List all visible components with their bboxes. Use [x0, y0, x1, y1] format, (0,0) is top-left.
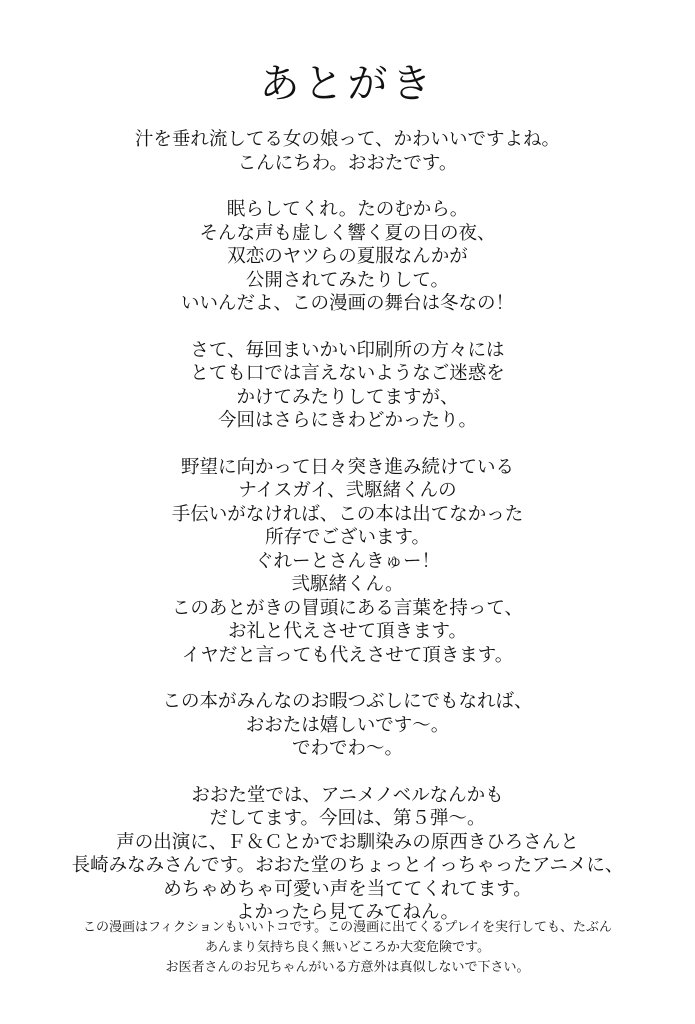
disclaimer-line: あんまり気持ち良く無いどころか大変危険です。 [205, 940, 490, 955]
text-line: おおた堂では、アニメノベルなんかも [191, 784, 504, 806]
text-line: さて、毎回まいかい印刷所の方々には [190, 339, 505, 361]
text-line: 双恋のヤツらの夏服なんかが [227, 246, 468, 267]
text-line: おおたは嬉しいです～。 [245, 714, 450, 736]
text-line: 長崎みなみさんです。おおた堂のちょっとイっちゃったアニメに、 [71, 855, 624, 876]
text-line: 手伝いがなければ、この本は出てなかった [171, 503, 524, 525]
text-line: かけてみたりしてますが、 [236, 386, 459, 408]
fiction-disclaimer [0, 918, 695, 978]
text-line: そんな声も虚しく響く夏の日の夜、 [199, 222, 496, 244]
paragraph-sleepless [0, 198, 695, 316]
text-line: この本がみんなのお暇つぶしにでもなれば、 [162, 691, 533, 712]
page-title: あとがき [259, 61, 436, 107]
paragraph-farewell [0, 690, 695, 761]
text-line: 弐駆緒くん。 [291, 574, 404, 595]
text-line: 眠らしてくれ。たのむから。 [226, 199, 469, 220]
text-line: このあとがきの冒頭にある言葉を持って、 [171, 597, 524, 619]
text-line: 汁を垂れ流してる女の娘って、かわいいですよね。 [134, 129, 561, 150]
disclaimer-line: お医者さんのお兄ちゃんがいる方意外は真似しないで下さい。 [165, 960, 530, 975]
text-line: めちゃめちゃ可愛い声を当ててくれてます。 [163, 878, 532, 900]
text-line: 声の出演に、Ｆ＆Ｃとかでお馴染みの原西きひろさんと [116, 831, 579, 853]
paragraph-anime-novel [0, 784, 695, 925]
text-line: ぐれーとさんきゅー！ [254, 550, 440, 572]
afterword-body [0, 128, 695, 948]
text-line: 野望に向かって日々突き進み続けている [180, 456, 514, 478]
text-line: でわでわ～。 [291, 738, 403, 759]
paragraph-printer [0, 339, 695, 433]
text-line: いいんだよ、この漫画の舞台は冬なの！ [180, 293, 514, 314]
paragraph-greeting [0, 128, 695, 175]
text-line: 所存でございます。 [264, 527, 431, 548]
text-line: だしてます。今回は、第５弾～。 [209, 808, 486, 829]
disclaimer-line: この漫画はフィクションもいいトコです。この漫画に出てくるプレイを実行しても、たぶん [83, 920, 612, 935]
text-line: こんにちわ。おおたです。 [237, 152, 458, 174]
text-line: 公開されてみたりして。 [245, 269, 450, 291]
text-line: イヤだと言っても代えさせて頂きます。 [181, 644, 514, 666]
paragraph-thanks [0, 456, 695, 668]
text-line: とても口では言えないようなご迷惑を [190, 363, 505, 384]
text-line: ナイスガイ、弐駆緒くんの [238, 480, 457, 501]
text-line: お礼と代えさせて頂きます。 [227, 621, 468, 642]
text-line: 今回はさらにきわどかったり。 [217, 410, 477, 431]
text-line: よかったら見てみてねん。 [235, 902, 460, 923]
